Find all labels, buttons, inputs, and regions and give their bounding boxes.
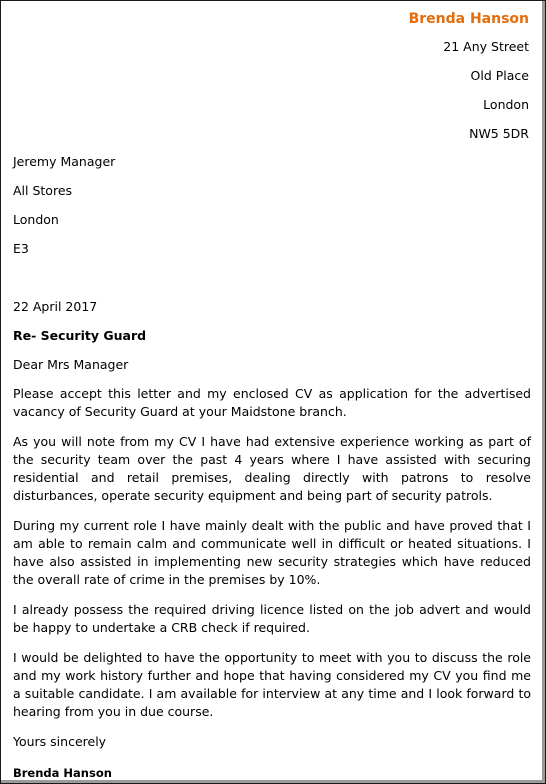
- letter-paragraph: I already possess the required driving licence listed on the job advert and would be happy to undertake a CRB check if required.: [13, 602, 531, 635]
- letter-subject: Re- Security Guard: [13, 328, 147, 343]
- letter-date: 22 April 2017: [13, 299, 98, 314]
- sender-address-line-4: NW5 5DR: [469, 126, 529, 141]
- recipient-line-4: E3: [13, 241, 29, 256]
- letter-paragraph: I would be delighted to have the opportunity to meet with you to discuss the role and my work history further and hope that having considered my CV you find me a suitable candidate. I am available for interview at any time and I look forward to hearing from you in due course.: [13, 650, 531, 719]
- sender-name: Brenda Hanson: [408, 11, 529, 27]
- letter-paragraph: Please accept this letter and my enclosed CV as application for the advertised vacancy of Security Guard at your Maidstone branch.: [13, 386, 531, 419]
- letter-closing: Yours sincerely: [13, 734, 107, 749]
- recipient-line-3: London: [13, 212, 59, 227]
- recipient-line-1: Jeremy Manager: [13, 154, 116, 169]
- sender-address-line-2: Old Place: [470, 68, 529, 83]
- sender-address-line-3: London: [483, 97, 529, 112]
- letter-paragraph: During my current role I have mainly dealt with the public and have proved that I am able to remain calm and communicate well in difficult or heated situations. I have also assisted in implementing new security strategies which have reduced the overall rate of crime in the premises by 10%.: [13, 518, 531, 587]
- letter-paragraph: As you will note from my CV I have had extensive experience working as part of the security team over the past 4 years where I have assisted with securing residential and retail premises, dealing directly with patrons to resolve disturbances, operate security equipment and being part of security patrols.: [13, 434, 531, 503]
- letter-body: [13, 298, 531, 782]
- sender-address-line-1: 21 Any Street: [443, 39, 529, 54]
- letter-signature: Brenda Hanson: [13, 766, 112, 780]
- letter-salutation: Dear Mrs Manager: [13, 357, 129, 372]
- recipient-line-2: All Stores: [13, 183, 73, 198]
